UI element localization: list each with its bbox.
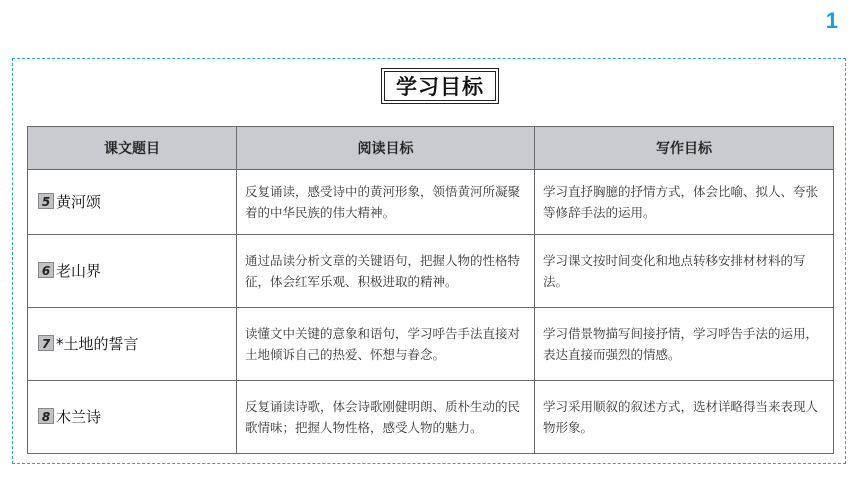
lesson-title: 木兰诗 xyxy=(56,407,102,426)
writing-goal-text: 学习借景物描写间接抒情，学习呼告手法的运用，表达直接而强烈的情感。 xyxy=(543,326,819,362)
lesson-number-badge: 6 xyxy=(38,262,54,278)
lesson-title: *土地的誓言 xyxy=(56,334,139,353)
lesson-number-badge: 7 xyxy=(38,335,54,351)
writing-goal-cell xyxy=(535,308,834,381)
lesson-title: 老山界 xyxy=(56,261,102,280)
reading-goal-text: 反复诵读，感受诗中的黄河形象，领悟黄河所凝聚着的中华民族的伟大精神。 xyxy=(245,184,521,220)
reading-goal-text: 反复诵读诗歌，体会诗歌刚健明朗、质朴生动的民歌情味；把握人物性格，感受人物的魅力。 xyxy=(245,399,521,435)
writing-goal-text: 学习采用顺叙的叙述方式，选材详略得当来表现人物形象。 xyxy=(543,399,819,435)
lesson-title: 黄河颂 xyxy=(56,192,102,211)
lesson-cell xyxy=(28,308,237,381)
lesson-number-badge: 8 xyxy=(38,408,54,424)
reading-goal-cell xyxy=(237,235,535,308)
table-row xyxy=(28,308,834,381)
writing-goal-text: 学习直抒胸臆的抒情方式，体会比喻、拟人、夸张等修辞手法的运用。 xyxy=(543,184,819,220)
lesson-cell xyxy=(28,381,237,454)
header-lesson-title: 课文题目 xyxy=(28,127,237,170)
table-row xyxy=(28,381,834,454)
title-box xyxy=(381,68,499,104)
page-title: 学习目标 xyxy=(384,71,496,101)
header-writing-goal: 写作目标 xyxy=(535,127,834,170)
writing-goal-cell xyxy=(535,235,834,308)
reading-goal-cell xyxy=(237,381,535,454)
reading-goal-cell xyxy=(237,170,535,235)
learning-goals-table xyxy=(27,126,834,454)
lesson-cell xyxy=(28,235,237,308)
reading-goal-text: 通过品读分析文章的关键语句，把握人物的性格特征，体会红军乐观、积极进取的精神。 xyxy=(245,253,521,289)
writing-goal-cell xyxy=(535,170,834,235)
table-header-row xyxy=(28,127,834,170)
table-row xyxy=(28,170,834,235)
lesson-cell xyxy=(28,170,237,235)
table-row xyxy=(28,235,834,308)
reading-goal-cell xyxy=(237,308,535,381)
header-reading-goal: 阅读目标 xyxy=(237,127,535,170)
lesson-number-badge: 5 xyxy=(38,193,54,209)
writing-goal-text: 学习课文按时间变化和地点转移安排材材料的写法。 xyxy=(543,253,806,289)
writing-goal-cell xyxy=(535,381,834,454)
page-number: 1 xyxy=(825,8,838,33)
reading-goal-text: 读懂文中关键的意象和语句，学习呼告手法直接对土地倾诉自己的热爱、怀想与眷念。 xyxy=(245,326,521,362)
